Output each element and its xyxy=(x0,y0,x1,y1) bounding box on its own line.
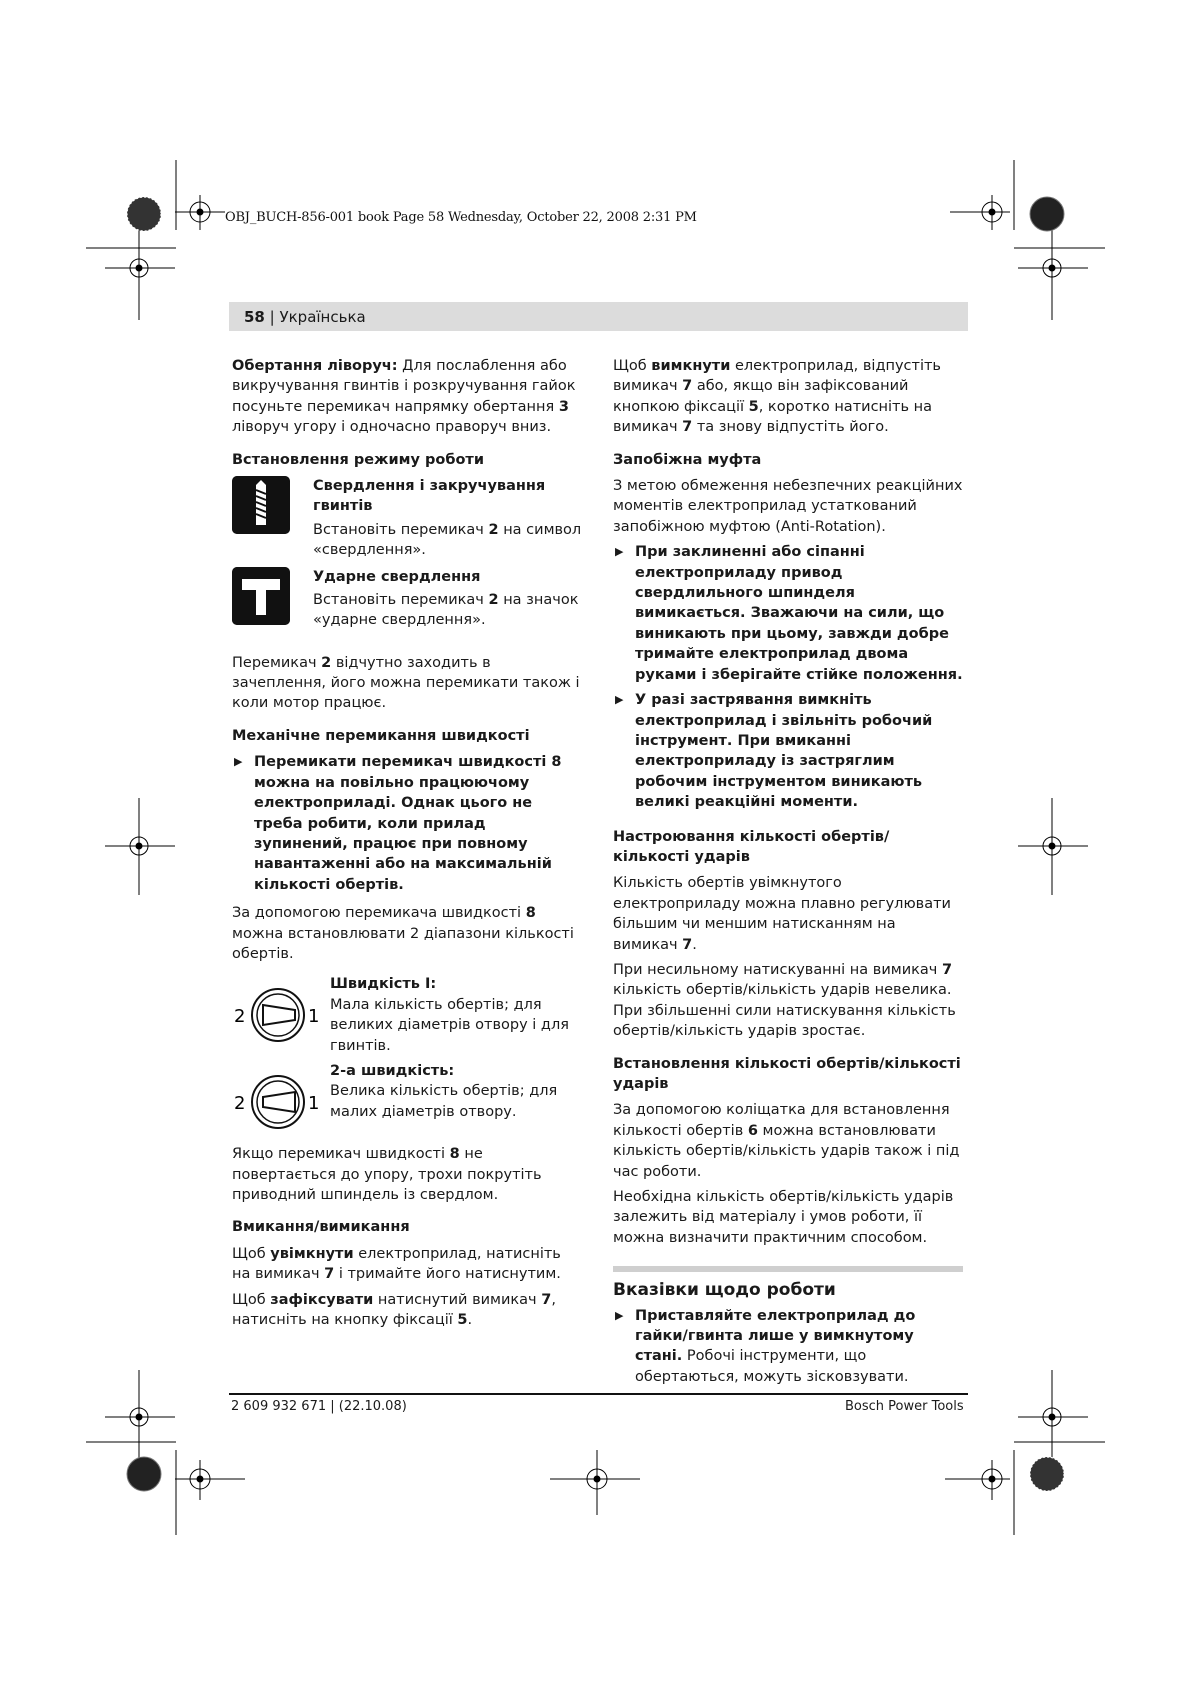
print-slug: OBJ_BUCH-856-001 book Page 58 Wednesday, October 22, 2008 2:31 PM xyxy=(225,210,697,225)
warning-bullet xyxy=(232,752,582,895)
page-number: 58 xyxy=(244,308,265,326)
footer-doc-number: 2 609 932 671 | (22.10.08) xyxy=(231,1399,407,1414)
text: , натисніть на кнопку фіксації xyxy=(232,1291,556,1329)
part-number: 6 xyxy=(747,1122,758,1139)
heading-adjust: Настроювання кількості обертів/кількості ударів xyxy=(613,828,890,865)
paragraph-clutch: З метою обмеження небезпечних реакційних моментів електроприлад устаткований запобіжною муфтою (Anti-Rotation). xyxy=(613,478,963,535)
text: Щоб xyxy=(232,1245,271,1262)
footer-brand: Bosch Power Tools xyxy=(845,1399,964,1414)
heading-mechanical: Механічне перемикання швидкості xyxy=(232,727,530,744)
part-number: 7 xyxy=(324,1266,335,1283)
section-divider xyxy=(613,1266,963,1272)
section-title: Вказівки щодо роботи xyxy=(613,1280,836,1301)
part-number: 7 xyxy=(941,961,953,978)
part-number: 7 xyxy=(541,1291,552,1308)
text: Перемикати перемикач швидкості 8 можна на повільно працюючому електроприладі. Однак цього не треба робити, коли прилад зупинений, працює при повному навантаженні або на максимальній кількості обертів. xyxy=(254,754,562,893)
text: Встановіть перемикач xyxy=(313,521,489,538)
text: на символ «свердлення». xyxy=(313,521,582,559)
paragraph-lock-on xyxy=(232,1290,582,1331)
left-column xyxy=(232,356,582,1335)
speed-dial-icon xyxy=(232,1073,322,1131)
text: , коротко натисніть на вимикач xyxy=(613,398,933,436)
paragraph-no-turn xyxy=(232,1144,582,1205)
part-number: 5 xyxy=(748,398,759,415)
text: можна встановлювати 2 діапазони кількості обертів. xyxy=(232,925,574,962)
page-header-bar xyxy=(229,302,968,331)
part-number: 2 xyxy=(321,654,332,671)
part-number: 5 xyxy=(457,1312,468,1329)
paragraph-speed-ranges xyxy=(232,903,582,964)
heading-preset: Встановлення кількості обертів/кількості ударів xyxy=(613,1055,961,1092)
text: Якщо перемикач швидкості xyxy=(232,1146,450,1163)
term: Обертання ліворуч: xyxy=(232,358,398,374)
text: Перемикач xyxy=(232,654,322,671)
bullet-arrow-icon: ▶ xyxy=(615,545,624,559)
heading-clutch: Запобіжна муфта xyxy=(613,451,762,468)
text: кількість обертів/кількість ударів невелика. При збільшенні сили натискування кількість обертів/кількість ударів зростає. xyxy=(613,982,956,1040)
text: можна встановлювати кількість обертів/кількість ударів також і під час роботи. xyxy=(613,1122,960,1180)
mode-drilling xyxy=(232,476,582,561)
mode-drilling-text xyxy=(313,520,582,561)
text: За допомогою коліщатка для встановлення кількості обертів xyxy=(613,1102,950,1139)
drill-bit-icon xyxy=(232,476,290,534)
warning-bullet xyxy=(613,1306,963,1388)
mode-impact xyxy=(232,567,582,647)
paragraph-adjust-1 xyxy=(613,873,963,955)
speed-1 xyxy=(232,974,582,1056)
text: натиснутий вимикач xyxy=(373,1291,542,1308)
text: У разі застрявання вимкніть електроприлад і звільніть робочий інструмент. При вмиканні електроприладу із застряглим робочим інструментом виникають великі реакційні моменти. xyxy=(635,692,933,811)
part-number: 2 xyxy=(488,592,499,609)
text: Приставляйте електроприлад до гайки/гвинта лише у вимкнутому стані. xyxy=(635,1307,916,1365)
text: на значок «ударне свердлення». xyxy=(313,592,579,629)
heading-onoff: Вмикання/вимикання xyxy=(232,1219,410,1236)
part-number: 3 xyxy=(558,398,569,415)
part-number: 7 xyxy=(682,936,693,953)
dial-label: 2 xyxy=(234,1006,246,1028)
speed-2 xyxy=(232,1061,582,1122)
text: . xyxy=(692,936,697,953)
warning-bullet xyxy=(613,690,963,812)
dial-label: 2 xyxy=(234,1092,246,1114)
footer-divider xyxy=(229,1393,968,1395)
mode-drilling-title: Свердлення і закручування гвинтів xyxy=(313,478,546,515)
paragraph-switch-off xyxy=(613,356,963,438)
part-number: 7 xyxy=(682,378,693,395)
text: За допомогою перемикача швидкості xyxy=(232,905,526,922)
speed-dial-icon xyxy=(232,986,322,1044)
bullet-arrow-icon: ▶ xyxy=(615,1308,624,1322)
text: Робочі інструменти, що обертаються, можуть зісковзувати. xyxy=(635,1348,909,1385)
mode-impact-text xyxy=(313,590,582,631)
right-column xyxy=(613,356,963,1392)
part-number: 8 xyxy=(449,1146,460,1163)
text: Для послаблення або викручування гвинтів і розкручування гайок посуньте перемикач напрямку обертання xyxy=(232,358,576,415)
heading-mode: Встановлення режиму роботи xyxy=(232,451,484,468)
warning-bullet xyxy=(613,542,963,685)
part-number: 8 xyxy=(525,905,536,922)
part-number: 7 xyxy=(682,419,693,436)
text: відчутно заходить в зачеплення, його можна перемикати також і коли мотор працює. xyxy=(232,654,580,712)
dial-label: 1 xyxy=(308,1006,320,1028)
dial-label: 1 xyxy=(308,1092,320,1114)
text: та знову відпустіть його. xyxy=(692,419,889,436)
text: електроприлад, відпустіть вимикач xyxy=(613,358,941,395)
term: вимкнути xyxy=(651,358,731,374)
header-language: Українська xyxy=(279,308,366,326)
text: Щоб xyxy=(613,358,652,374)
speed-2-title: 2-а швидкість: xyxy=(330,1062,455,1079)
paragraph-preset-2: Необхідна кількість обертів/кількість ударів залежить від матеріалу і умов роботи, її можна визначити практичним способом. xyxy=(613,1189,954,1246)
page-header xyxy=(244,308,366,326)
speed-2-text: Велика кількість обертів; для малих діаметрів отвору. xyxy=(330,1083,558,1120)
speed-1-text: Мала кількість обертів; для великих діаметрів отвору і для гвинтів. xyxy=(330,996,569,1054)
term: зафіксувати xyxy=(270,1291,374,1308)
paragraph-switch xyxy=(232,653,582,714)
text: При несильному натискуванні на вимикач xyxy=(613,961,942,978)
text: електроприлад, натисніть на вимикач xyxy=(232,1245,561,1283)
text: Встановіть перемикач xyxy=(313,592,489,609)
text: не повертається до упору, трохи покрутіть приводний шпиндель із свердлом. xyxy=(232,1146,542,1203)
term: увімкнути xyxy=(270,1245,354,1262)
hammer-icon xyxy=(232,567,290,625)
paragraph-switch-on xyxy=(232,1244,582,1285)
text: ліворуч угору і одночасно праворуч вниз. xyxy=(232,419,552,436)
part-number: 2 xyxy=(488,521,499,538)
header-separator: | xyxy=(264,308,280,326)
mode-impact-title: Ударне свердлення xyxy=(313,568,481,585)
paragraph-preset-1 xyxy=(613,1100,963,1182)
text: і тримайте його натиснутим. xyxy=(334,1266,561,1283)
text: . xyxy=(467,1312,473,1329)
text: При заклиненні або сіпанні електроприладу привод свердлильного шпинделя вимикається. Зважаючи на сили, що виникають при цьому, завжди добре тримайте електроприлад двома руками і зберігайте стійке положення. xyxy=(635,544,963,683)
text: Щоб xyxy=(232,1291,271,1308)
paragraph-adjust-2 xyxy=(613,960,963,1042)
speed-1-title: Швидкість I: xyxy=(330,976,437,993)
text: або, якщо він зафіксований кнопкою фіксації xyxy=(613,378,909,415)
paragraph-reverse xyxy=(232,356,582,438)
bullet-arrow-icon: ▶ xyxy=(615,693,624,707)
text: Кількість обертів увімкнутого електроприладу можна плавно регулювати більшим чи меншим натисканням на вимикач xyxy=(613,875,951,953)
bullet-arrow-icon: ▶ xyxy=(234,755,243,769)
